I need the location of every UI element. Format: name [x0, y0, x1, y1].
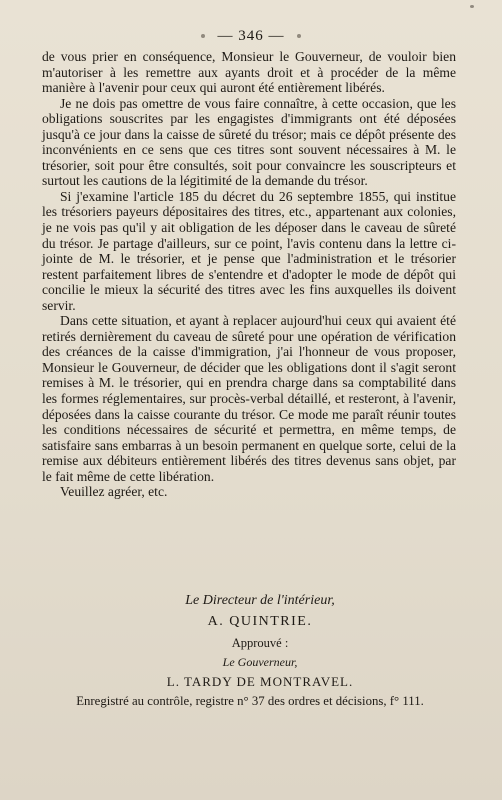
- paragraph-proposal: Dans cette situation, et ayant à replacer aujourd'hui ceux qui avaient été retirés dernièrement du caveau de sûreté pour une opération de vérification des créances de la caisse d'immigration, j'ai l'honneur de vous proposer, Monsieur le Gouverneur, de décider que les obligations dont il s'agit seront remises à M. le trésorier, qui en prendra charge dans sa comptabilité dans les formes réglementaires, sur procès-verbal détaillé, et resteront, à l'avenir, déposées dans la caisse courante du trésor. Ce mode me paraît réunir toutes les conditions nécessaires de sécurité et permettra, en même temps, de satisfaire sans embarras à un besoin permanent en quelque sorte, celui de la remise aux débiteurs entièrement libérés des titres devenus sans objet, par le fait même de cette libération.: [42, 313, 456, 484]
- director-title: Le Directeur de l'intérieur,: [185, 593, 335, 608]
- paragraph-continuation: de vous prier en conséquence, Monsieur le Gouverneur, de vouloir bien m'autoriser à les remettre aux ayants droit et à procéder de la même manière à l'avenir pour ceux qui auront été entièrement libérés.: [42, 49, 456, 96]
- ink-speck: [201, 34, 205, 38]
- governor-title: Le Gouverneur,: [222, 655, 298, 669]
- ink-speck: [470, 5, 474, 8]
- paragraph-obligations-deposit: Je ne dois pas omettre de vous faire connaître, à cette occasion, que les obligations souscrites par les engagistes d'immigrants ont été déposées jusqu'à ce jour dans la caisse de sûreté du trésor; mais ce dépôt présente des inconvénients en ce sens que ces titres sont souvent nécessaires à M. le trésorier, soit pour être consultés, soit pour convaincre les souscripteurs et surtout les cautions de la légitimité de la demande du trésor.: [42, 95, 456, 189]
- letter-body: [42, 49, 456, 500]
- paragraph-decree-article: Si j'examine l'article 185 du décret du 26 septembre 1855, qui institue les trésoriers payeurs dépositaires des titres, etc., appartenant aux colonies, je ne vois pas qu'il y ait obligation de les déposer dans le caveau de sûreté du trésor. Je partage d'ailleurs, sur ce point, l'avis contenu dans la lettre ci-jointe de M. le trésorier, et je pense que l'administration et le trésorier restent parfaitement libres de s'entendre et d'adopter le mode de dépôt qui concilie le mieux la sécurité des titres avec les fins auxquelles ils doivent servir.: [42, 188, 456, 313]
- director-name: A. QUINTRIE.: [207, 614, 313, 629]
- governor-name: L. TARDY DE MONTRAVEL.: [166, 674, 354, 689]
- page-number: — 346 —: [217, 28, 285, 44]
- ink-speck: [297, 34, 301, 38]
- registration-note: Enregistré au contrôle, registre n° 37 des ordres et décisions, f° 111.: [76, 694, 424, 708]
- approval-label: Approuvé :: [231, 636, 289, 650]
- closing-salutation: Veuillez agréer, etc.: [60, 484, 168, 500]
